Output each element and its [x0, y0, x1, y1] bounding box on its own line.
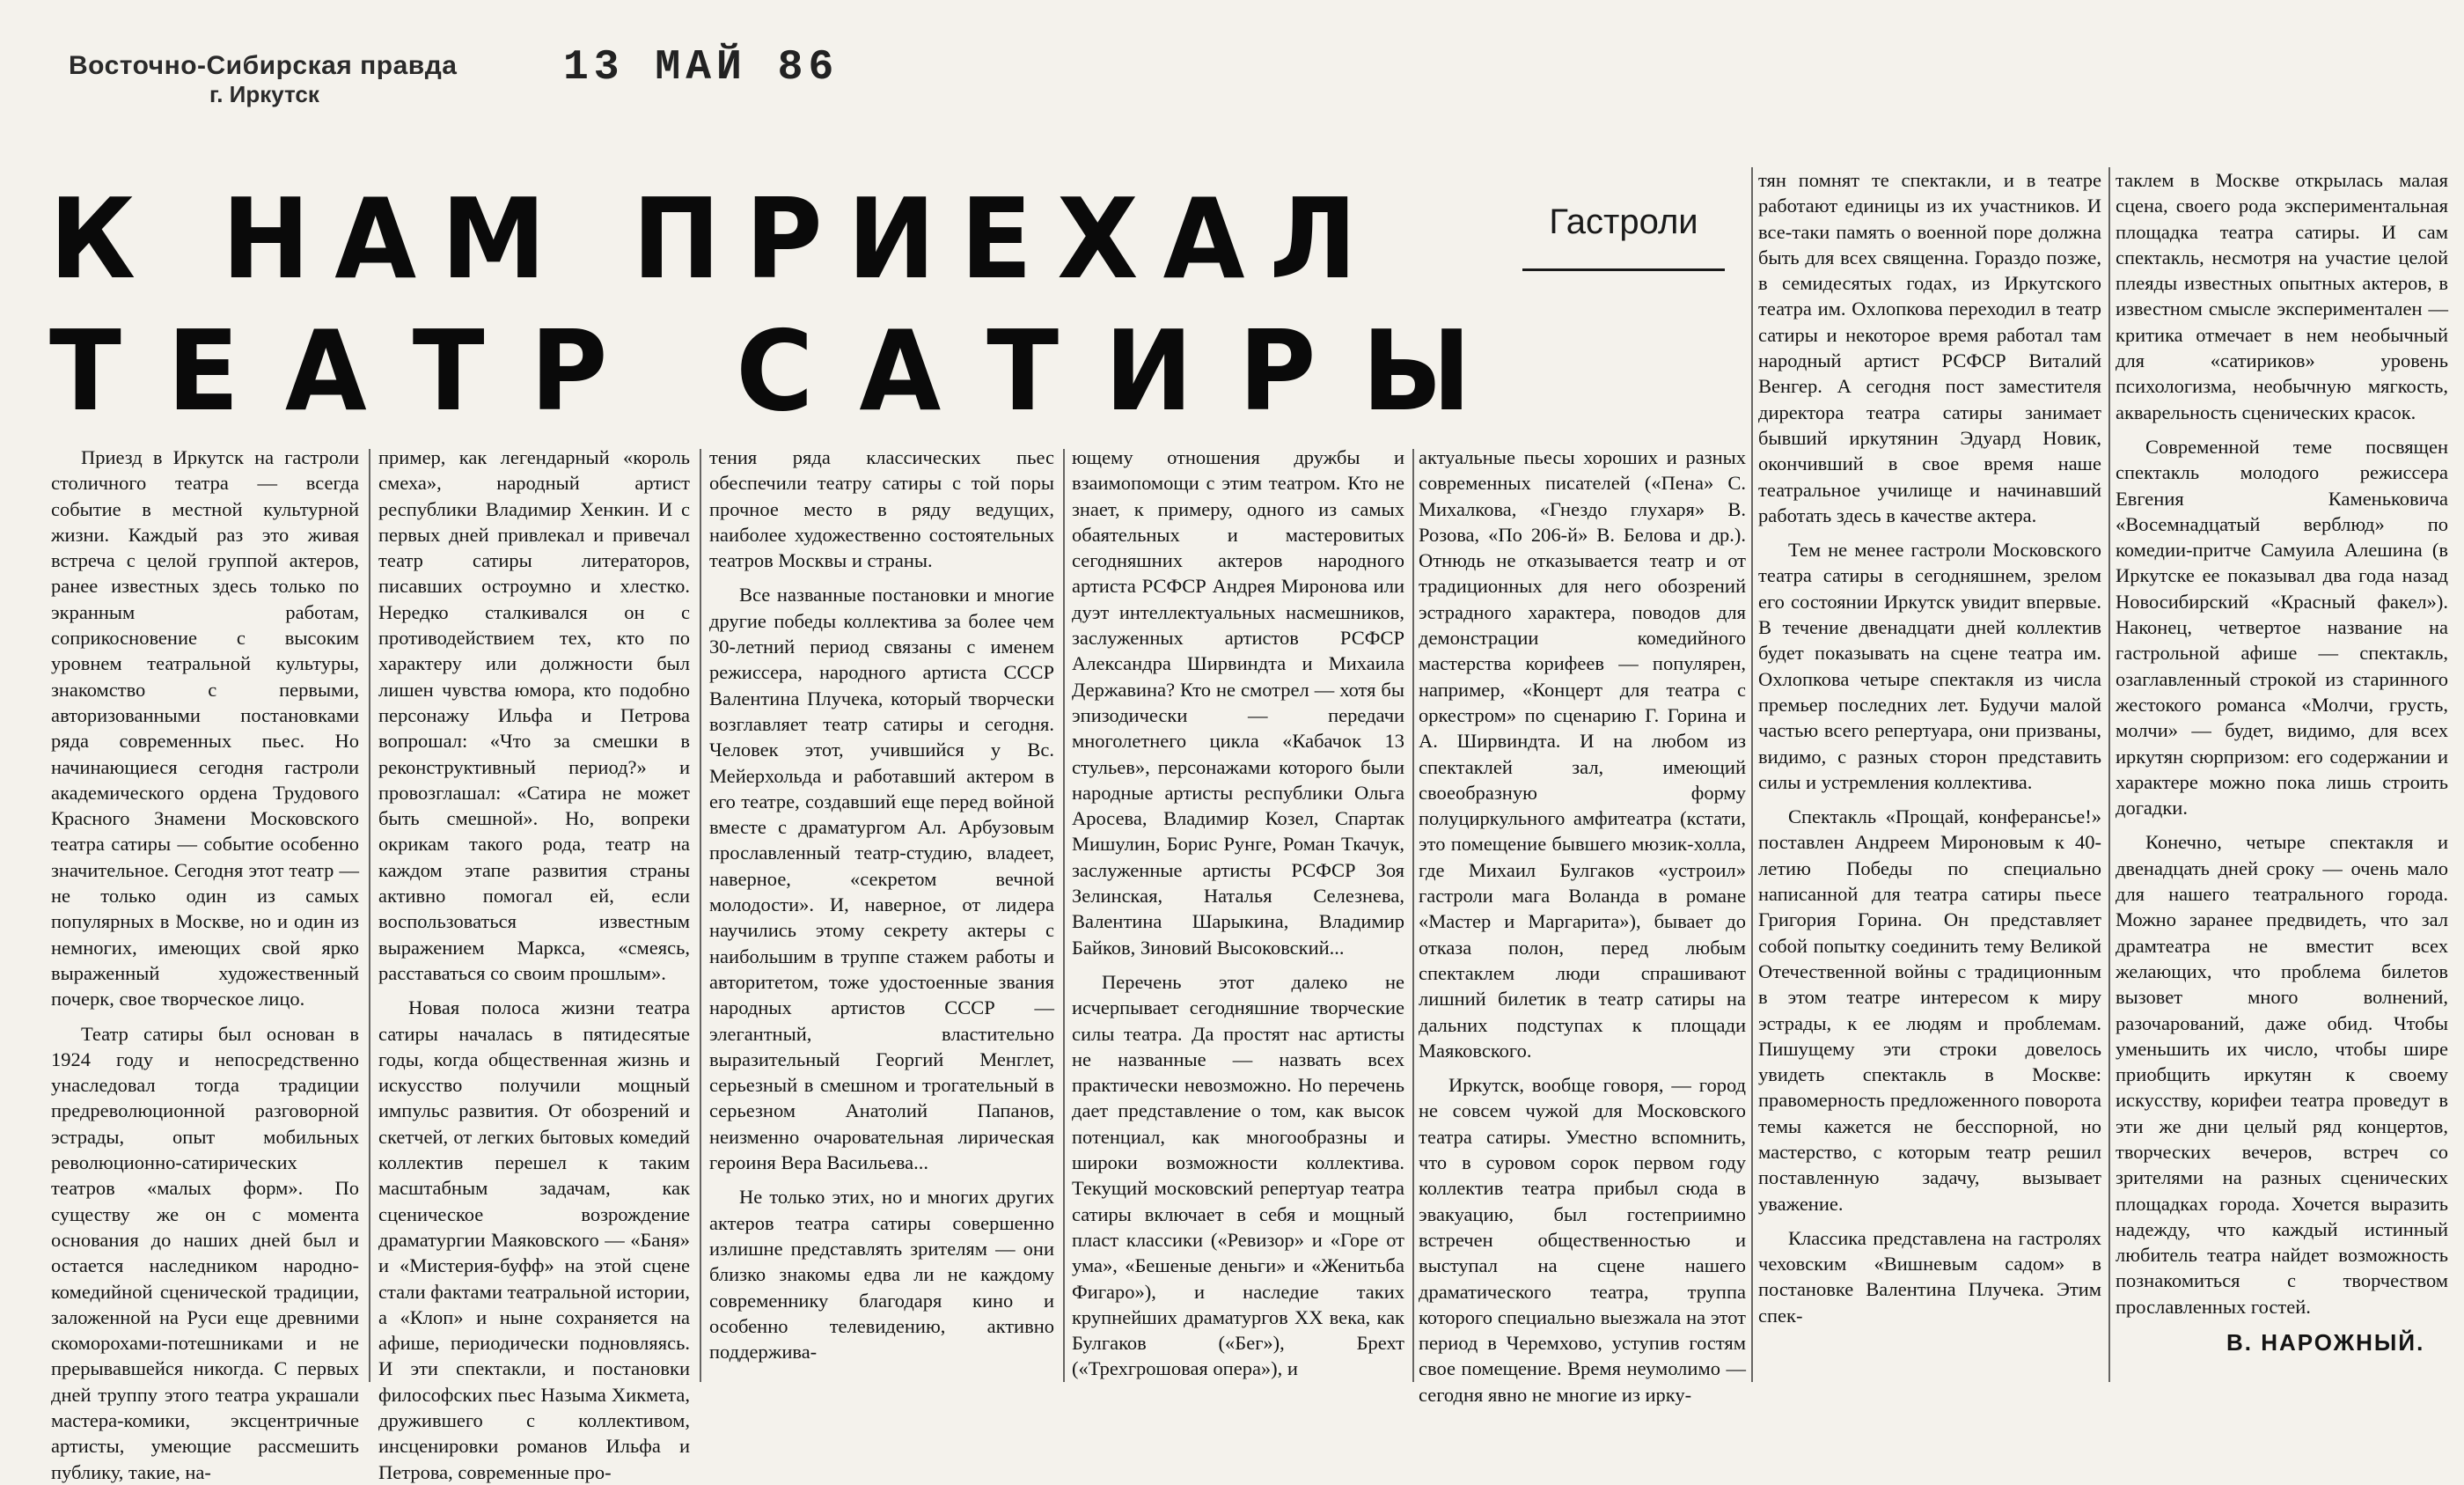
- article-paragraph: Классика представлена на гастролях чеховским «Вишневым садом» в постановке Валентина Плучека. Этим спек-: [1758, 1226, 2101, 1327]
- newspaper-source: Восточно-Сибирская правда: [69, 51, 458, 80]
- headline: [49, 175, 1517, 437]
- article-column-2: [378, 445, 690, 1483]
- column-divider: [1751, 167, 1753, 1382]
- article-paragraph: Конечно, четыре спектакля и двенадцать дней сроку — очень мало для нашего театрального города. Можно заранее предвидеть, что зал драмтеатра не вместит всех желающих, что проблема билетов вызовет много волнений, разочарований, даже обид. Чтобы уменьшить их число, чтобы шире приобщить иркутян к своему искусству, корифеи театра проведут в эти же дни целый ряд концертов, творческих вечеров, встреч со зрителями на разных сценических площадках города. Хочется выразить надежду, что каждый истинный любитель театра найдет возможность познакомиться с творчеством прославленных гостей.: [2116, 831, 2448, 1318]
- column-divider: [1412, 449, 1414, 1382]
- article-paragraph: Не только этих, но и многих других актеров театра сатиры совершенно излишне представлять зрителям — они близко знакомы едва ли не каждому современнику благодаря кино и особенно телевидению, активно поддержива-: [709, 1186, 1054, 1364]
- article-paragraph: Новая полоса жизни театра сатиры началась в пятидесятые годы, когда общественная жизнь и искусство получили мощный импульс развития. От обозрений и скетчей, от легких бытовых комедий коллектив перешел к таким масштабным задачам, как сценическое возрождение драматургии Маяковского — «Баня» и «Мистерия-буфф» на этой сцене стали фактами театральной истории, а «Клоп» и ныне сохраняется на афише, периодически подновляясь. И эти спектакли, и постановки философских пьес Назыма Хикмета, дружившего с коллективом, инсценировки романов Ильфа и Петрова, современные про-: [378, 996, 690, 1483]
- newspaper-city: г. Иркутск: [209, 81, 319, 107]
- article-column-4: [1072, 445, 1404, 1385]
- rubric: [1522, 202, 1725, 271]
- article-column-3: [709, 445, 1054, 1385]
- article-column-6: [1758, 167, 2101, 1386]
- article-paragraph: Спектакль «Прощай, конферансье!» поставлен Андреем Мироновым к 40-летию Победы по специально написанной для театра сатиры пьесе Григория Горина. Он представляет собой попытку соединить тему Великой Отечественной войны с традиционным в этом театре интересом к миру эстрады, к ее людям и проблемам. Пишущему эти строки довелось увидеть спектакль в Москве: правомерность предложенного поворота темы кажется не бесспорной, но мастерство, с которым театр решил поставленную задачу, вызывает уважение.: [1758, 805, 2101, 1215]
- article-paragraph: Театр сатиры был основан в 1924 году и непосредственно унаследовал тогда традиции предреволюционной разговорной эстрады, опыт мобильных революционно-сатирических театров «малых форм». По существу же он с момента основания до наших дней был и остается наследником народно-комедийной сценической традиции, заложенной на Руси еще древними скоморохами-потешниками и не прерывавшейся никогда. С первых дней труппу этого театра украшали мастера-комики, эксцентричные артисты, умеющие рассмешить публику, такие, на-: [51, 1022, 359, 1483]
- column-divider: [1063, 449, 1065, 1382]
- rubric-rule: [1522, 268, 1725, 271]
- rubric-label: Гастроли: [1549, 202, 1698, 241]
- column-divider: [2108, 167, 2110, 1382]
- article-paragraph: тян помнят те спектакли, и в театре работают единицы из их участников. И все-таки память о военной поре должна быть для всех священна. Гораздо позже, в семидесятых годах, из Иркутского театра им. Охлопкова переходил в театр сатиры и некоторое время работал там народный артист РСФСР Виталий Венгер. А сегодня пост заместителя директора театра сатиры занимает бывший иркутянин Эдуард Новик, окончивший в свое время наше театральное училище и начинавший работать здесь в качестве актера.: [1758, 169, 2101, 526]
- article-paragraph: Иркутск, вообще говоря, — город не совсем чужой для Московского театра сатиры. Уместно вспомнить, что в суровом сорок первом году коллектив театра прибыл сюда в эвакуацию, был гостеприимно встречен общественностью и выступал на сцене нашего драматического театра, труппа которого специально выезжала на этот период в Черемхово, уступив гостям свое помещение. Время неумолимо — сегодня явно не многие из ирку-: [1419, 1074, 1746, 1406]
- date-stamp: 13 МАЙ 86: [563, 44, 840, 92]
- author-signature: В. НАРОЖНЫЙ.: [2226, 1329, 2425, 1356]
- article-paragraph: тения ряда классических пьес обеспечили театру сатиры с той поры прочное место в ряду ведущих, наиболее художественно состоятельных театров Москвы и страны.: [709, 446, 1054, 572]
- article-paragraph: таклем в Москве открылась малая сцена, своего рода экспериментальная площадка театра сатиры. И сам спектакль, несмотря на участие целой плеяды известных опытных актеров, в известном смысле экспериментален — критика отмечает в нем необычный для «сатириков» уровень психологизма, необычную мягкость, акварельность сценических красок.: [2116, 169, 2448, 423]
- masthead: [69, 51, 457, 108]
- article-paragraph: пример, как легендарный «король смеха», народный артист республики Владимир Хенкин. И с первых дней привлекал и привечал театр сатиры литераторов, писавших остроумно и хлестко. Нередко сталкивался он с противодействием тех, кто по характеру или должности был лишен чувства юмора, кто подобно персонажу Ильфа и Петрова вопрошал: «Что за смешки в реконструктивный период?» и провозглашал: «Сатира не может быть смешной». Но, вопреки окрикам такого рода, театр на каждом этапе развития страны активно помогал ей, если воспользоваться известным выражением Маркса, «смеясь, расставаться со своим прошлым».: [378, 446, 690, 984]
- headline-line-1: К НАМ ПРИЕХАЛ: [49, 175, 1382, 305]
- article-paragraph: Перечень этот далеко не исчерпывает сегодняшние творческие силы театра. Да простят нас артисты не названные — назвать всех практически невозможно. Но перечень дает представление о том, как высок потенциал, как многообразны и широки возможности коллектива. Текущий московский репертуар театра сатиры включает в себя и мощный пласт классики («Ревизор» и «Горе от ума», «Бешеные деньги» и «Женитьба Фигаро»), и наследие таких крупнейших драматургов XX века, как Булгаков («Бег»), Брехт («Трехгрошовая опера»), и: [1072, 970, 1404, 1380]
- column-divider: [700, 449, 701, 1382]
- article-column-5: [1419, 445, 1746, 1406]
- article-paragraph: Тем не менее гастроли Московского театра сатиры в сегодняшнем, зрелом его состоянии Иркутск увидит впервые. В течение двенадцати дней коллектив будет показывать на сцене театра им. Охлопкова четыре спектакля из числа премьер последних лет. Будучи малой частью всего репертуара, они призваны, видимо, с разных сторон представить силы и устремления коллектива.: [1758, 539, 2101, 793]
- column-divider: [369, 449, 370, 1382]
- article-paragraph: Приезд в Иркутск на гастроли столичного театра — всегда событие в местной культурной жизни. Каждый раз это живая встреча с целой группой актеров, ранее известных здесь только по экранным работам, соприкосновение с высоким уровнем театральной культуры, знакомство с первыми, авторизованными постановками ряда современных пьес. Но начинающиеся сегодня гастроли академического ордена Трудового Красного Знамени Московского театра сатиры — событие особенно значительное. Сегодня этот театр — не только один из самых популярных в Москве, но и один из немногих, имеющих свой ярко выраженный художественный почерк, свое творческое лицо.: [51, 446, 359, 1011]
- article-paragraph: Современной теме посвящен спектакль молодого режиссера Евгения Каменьковича «Восемнадцатый верблюд» по комедии-притче Самуила Алешина (в Иркутске ее показывал два года назад Новосибирский «Красный факел»). Наконец, четвертое название на гастрольной афише — спектакль, озаглавленный строкой из старинного жестокого романса «Молчи, грусть, молчи» — будет, видимо, для всех иркутян сюрпризом: его содержании и характере можно пока лишь строить догадки.: [2116, 435, 2448, 820]
- article-column-7: [2116, 167, 2448, 1318]
- article-paragraph: ющему отношения дружбы и взаимопомощи с этим театром. Кто не знает, к примеру, одного из самых обаятельных и мастеровитых сегодняшних актеров народного артиста РСФСР Андрея Миронова или дуэт интеллектуальных насмешников, заслуженных артистов РСФСР Александра Ширвиндта и Михаила Державина? Кто не смотрел — хотя бы эпизодически — передачи многолетнего цикла «Кабачок 13 стульев», персонажами которого были народные артисты республики Ольга Аросева, Владимир Козел, Спартак Мишулин, Борис Рунге, Роман Ткачук, заслуженные артисты РСФСР Зоя Зелинская, Наталья Селезнева, Валентина Шарыкина, Владимир Байков, Зиновий Высоковский...: [1072, 446, 1404, 959]
- article-paragraph: актуальные пьесы хороших и разных современных писателей («Пена» С. Михалкова, «Гнездо глухаря» В. Розова, «По 206-й» В. Белова и др.). Отнюдь не отказывается театр и от традиционных для него обозрений эстрадного характера, поводов для демонстрации комедийного мастерства корифеев — популярен, например, «Концерт для театра с оркестром» по сценарию Г. Горина и А. Ширвиндта. И на любом из спектаклей зал, имеющий своеобразную форму полуциркульного амфитеатра (кстати, это помещение бывшего мюзик-холла, где Михаил Булгаков «устроил» гастроли мага Воланда в романе «Мастер и Маргарита»), бывает до отказа полон, перед любым спектаклем люди спрашивают лишний билетик в театр сатиры на дальних подступах к площади Маяковского.: [1419, 446, 1746, 1062]
- headline-line-2: ТЕАТР САТИРЫ: [49, 307, 1517, 437]
- article-paragraph: Все названные постановки и многие другие победы коллектива за более чем 30-летний период связаны с именем режиссера, народного артиста СССР Валентина Плучека, который творчески возглавляет театр сатиры и сегодня. Человек этот, учившийся у Вс. Мейерхольда и работавший актером в его театре, создавший еще перед войной вместе с драматургом Ал. Арбузовым прославленный театр-студию, владеет, наверное, «секретом вечной молодости». И, наверное, от лидера научились этому секрету актеры с наибольшим в труппе стажем работы и авторитетом, тоже удостоенные звания народных артистов СССР — элегантный, властительно выразительный Георгий Менглет, серьезный в смешном и трогательный в серьезном Анатолий Папанов, неизменно очаровательная лирическая героиня Вера Васильева...: [709, 584, 1054, 1174]
- article-column-1: [51, 445, 359, 1483]
